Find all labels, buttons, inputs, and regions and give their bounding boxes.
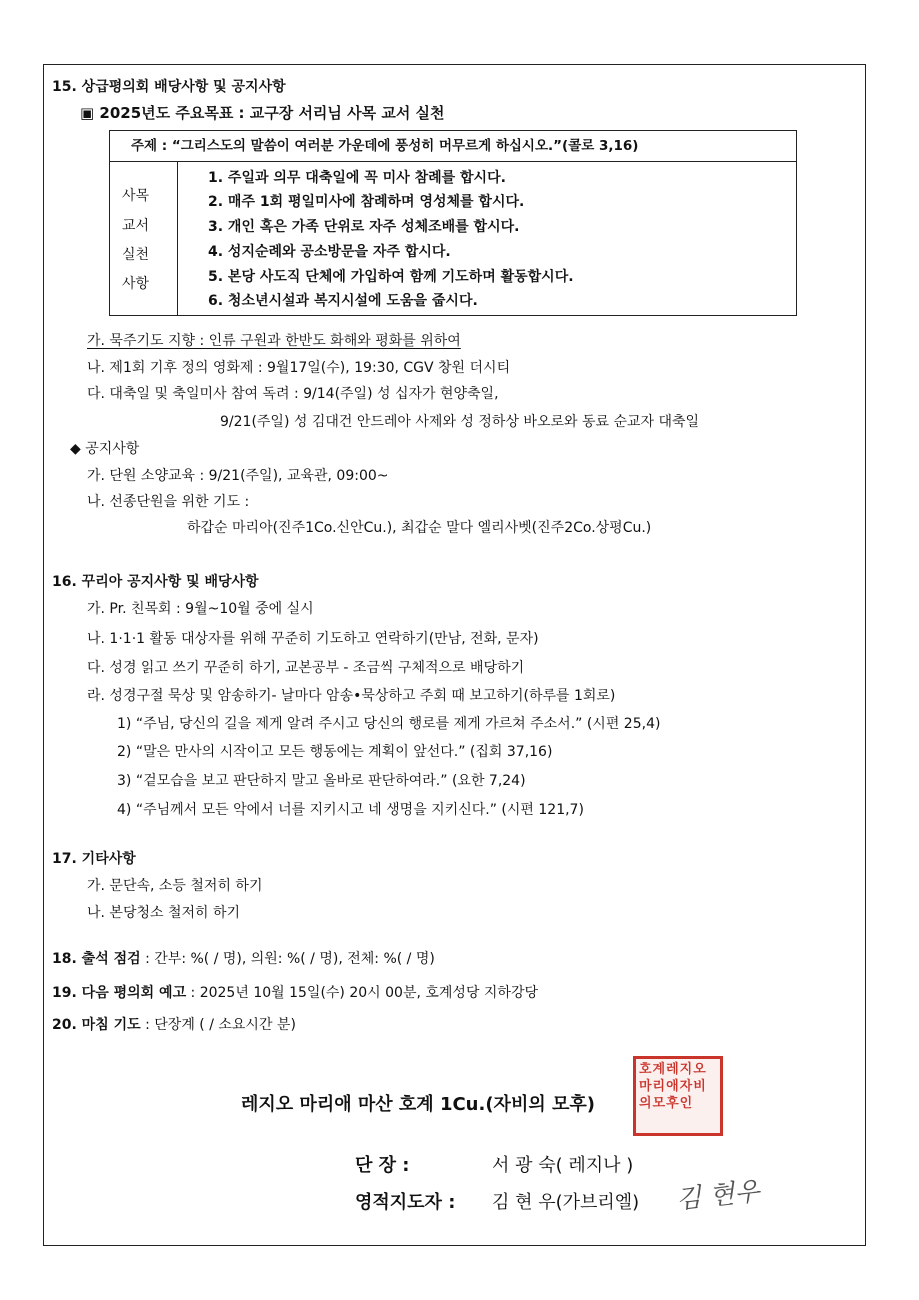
theme-text: 주제 : “그리스도의 말씀이 여러분 가운데에 풍성히 머무르게 하십시오.”(콜로 3,16) bbox=[131, 138, 639, 154]
verse-item: 3) “겉모습을 보고 판단하지 말고 올바로 판단하여라.” (요한 7,24) bbox=[117, 773, 526, 789]
leader-label: 단 장 : bbox=[355, 1155, 410, 1176]
notice-title: ◆ 공지사항 bbox=[70, 441, 140, 457]
s17-item: 나. 본당청소 철저히 하기 bbox=[87, 905, 241, 921]
section-17-title: 17. 기타사항 bbox=[52, 851, 136, 867]
attendance-check: 18. 출석 점검 : 간부: %( / 명), 의원: %( / 명), 전체: %( / 명) bbox=[52, 951, 435, 967]
practice-item: 5. 본당 사도직 단체에 가입하여 함께 기도하며 활동합시다. bbox=[208, 269, 574, 285]
section-16-title: 16. 꾸리아 공지사항 및 배당사항 bbox=[52, 574, 259, 590]
s17-item: 가. 문단속, 소등 철저히 하기 bbox=[87, 878, 263, 894]
section-15-title: 15. 상급평의회 배당사항 및 공지사항 bbox=[52, 79, 286, 95]
practice-item: 6. 청소년시설과 복지시설에 도움을 줍시다. bbox=[208, 293, 478, 309]
practice-label-3: 실천 bbox=[122, 247, 150, 263]
s15-item: 다. 대축일 및 축일미사 참여 독려 : 9/14(주일) 성 십자가 현양축일, bbox=[87, 386, 499, 402]
practice-item: 1. 주일과 의무 대축일에 꼭 미사 참례를 합시다. bbox=[208, 170, 506, 186]
closing-prayer: 20. 마침 기도 : 단장계 ( / 소요시간 분) bbox=[52, 1017, 296, 1033]
practice-item: 4. 성지순례와 공소방문을 자주 합시다. bbox=[208, 244, 451, 260]
practice-label-4: 사항 bbox=[122, 276, 150, 292]
s15-item-continued: 9/21(주일) 성 김대건 안드레아 사제와 성 정하상 바오로와 동료 순교자 대축일 bbox=[220, 414, 700, 430]
practice-item: 3. 개인 혹은 가족 단위로 자주 성체조배를 합시다. bbox=[208, 219, 520, 235]
verse-item: 1) “주님, 당신의 길을 제게 알려 주시고 당신의 행로를 제게 가르쳐 주소서.” (시편 25,4) bbox=[117, 716, 661, 732]
s16-item: 다. 성경 읽고 쓰기 꾸준히 하기, 교본공부 - 조금씩 구체적으로 배당하기 bbox=[87, 660, 525, 676]
practice-label-2: 교서 bbox=[122, 218, 150, 234]
practice-item: 2. 매주 1회 평일미사에 참례하며 영성체를 합시다. bbox=[208, 194, 525, 210]
s16-item: 가. Pr. 친목회 : 9월~10월 중에 실시 bbox=[87, 601, 314, 617]
practice-label-1: 사목 bbox=[122, 188, 150, 204]
director-name: 김 현 우(가브리엘) bbox=[492, 1192, 640, 1213]
seal-text: 호계레지오마리애자비의모후인 bbox=[639, 1062, 707, 1111]
next-meeting: 19. 다음 평의회 예고 : 2025년 10월 15일(수) 20시 00분, 호계성당 지하강당 bbox=[52, 985, 539, 1001]
official-seal bbox=[633, 1056, 723, 1136]
leader-name: 서 광 숙( 레지나 ) bbox=[492, 1155, 634, 1176]
s16-item: 라. 성경구절 묵상 및 암송하기- 날마다 암송•묵상하고 주회 때 보고하기(하루를 1회로) bbox=[87, 688, 616, 704]
verse-item: 2) “말은 만사의 시작이고 모든 행동에는 계획이 앞선다.” (집회 37,16) bbox=[117, 744, 553, 760]
verse-item: 4) “주님께서 모든 악에서 너를 지키시고 네 생명을 지키신다.” (시편 121,7) bbox=[117, 802, 584, 818]
signature: 김 현우 bbox=[674, 1176, 761, 1216]
notice-item-continued: 하갑순 마리아(진주1Co.신안Cu.), 최갑순 말다 엘리사벳(진주2Co.상평Cu.) bbox=[187, 520, 652, 536]
notice-item: 나. 선종단원을 위한 기도 : bbox=[87, 494, 250, 510]
organization-name: 레지오 마리애 마산 호계 1Cu.(자비의 모후) bbox=[241, 1094, 595, 1115]
director-label: 영적지도자 : bbox=[355, 1192, 456, 1213]
s15-item: 나. 제1회 기후 정의 영화제 : 9월17일(수), 19:30, CGV 창원 더시티 bbox=[87, 360, 511, 376]
s16-item: 나. 1·1·1 활동 대상자를 위해 꾸준히 기도하고 연락하기(만남, 전화, 문자) bbox=[87, 631, 539, 647]
rosary-intention: 가. 묵주기도 지향 : 인류 구원과 한반도 화해와 평화를 위하여 bbox=[87, 333, 461, 349]
annual-goal: ▣ 2025년도 주요목표 : 교구장 서리님 사목 교서 실천 bbox=[80, 104, 445, 122]
notice-item: 가. 단원 소양교육 : 9/21(주일), 교육관, 09:00~ bbox=[87, 468, 389, 484]
